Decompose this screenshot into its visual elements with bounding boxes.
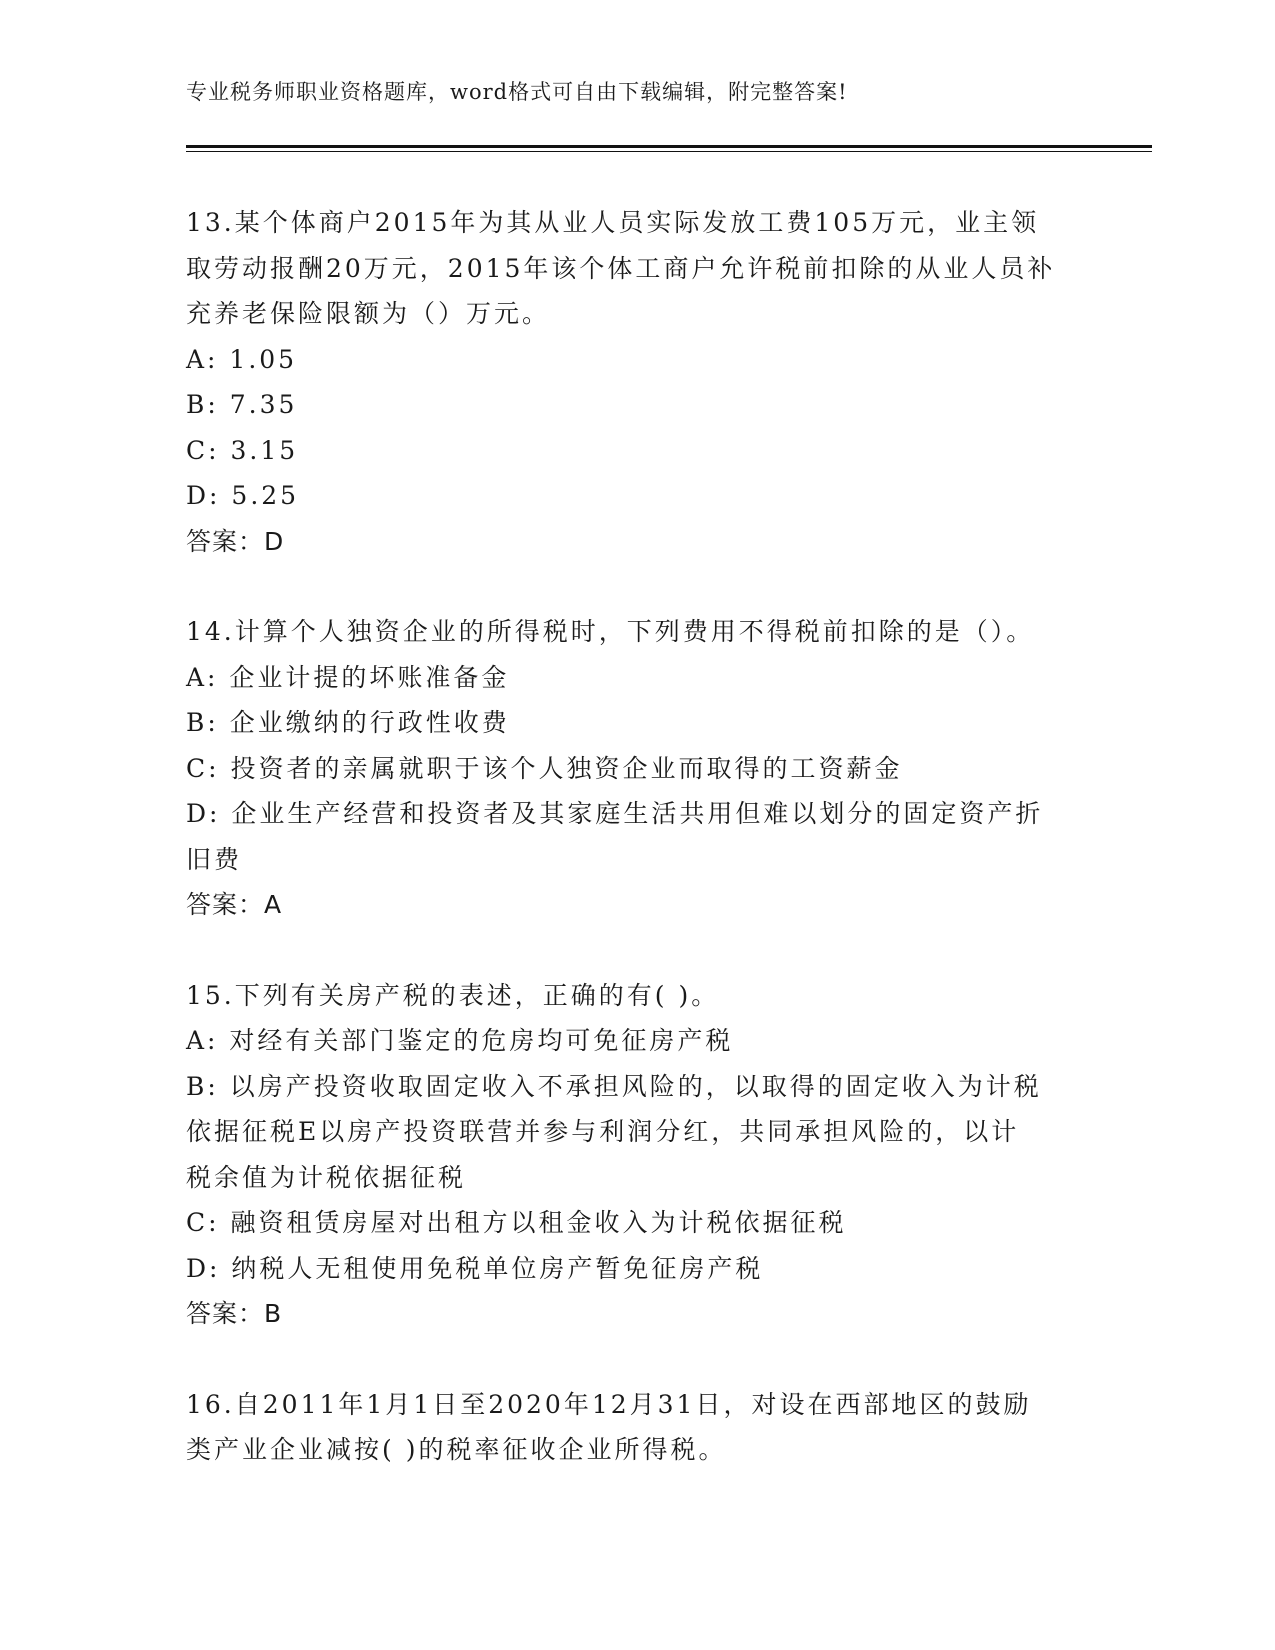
question-text: 14.计算个人独资企业的所得税时，下列费用不得税前扣除的是（）。	[186, 617, 1035, 646]
answer-label: 答案：A	[186, 890, 283, 919]
option-b: B: 7.35	[186, 390, 298, 419]
question-13	[186, 200, 1086, 564]
option-c: C: 投资者的亲属就职于该个人独资企业而取得的工资薪金	[186, 753, 903, 783]
question-14	[186, 609, 1086, 928]
option-a: A: 企业计提的坏账准备金	[186, 662, 510, 692]
option-b: B: 企业缴纳的行政性收费	[186, 708, 510, 737]
question-text: 充养老保险限额为（）万元。	[186, 299, 551, 328]
option-b: B: 以房产投资收取固定收入不承担风险的，以取得的固定收入为计税	[186, 1071, 1042, 1101]
question-16	[186, 1382, 1086, 1473]
option-b-continued: 依据征税E以房产投资联营并参与利润分红，共同承担风险的，以计	[186, 1117, 1020, 1146]
header-divider	[186, 145, 1152, 148]
option-a: A: 对经有关部门鉴定的危房均可免征房产税	[186, 1026, 734, 1055]
option-d: D: 5.25	[186, 481, 300, 510]
option-c: C: 融资租赁房屋对出租方以租金收入为计税依据征税	[186, 1208, 847, 1237]
option-c: C: 3.15	[186, 435, 299, 465]
question-text: 16.自2011年1月1日至2020年12月31日，对设在西部地区的鼓励	[186, 1389, 1032, 1419]
question-text: 13.某个体商户2015年为其从业人员实际发放工费105万元，业主领	[186, 208, 1040, 237]
question-text: 取劳动报酬20万元，2015年该个体工商户允许税前扣除的从业人员补	[186, 253, 1056, 283]
answer-label: 答案：D	[186, 526, 285, 556]
question-15	[186, 973, 1086, 1337]
question-text: 类产业企业减按( )的税率征收企业所得税。	[186, 1435, 727, 1464]
option-b-continued: 税余值为计税依据征税	[186, 1162, 467, 1192]
page-header: 专业税务师职业资格题库，word格式可自由下载编辑，附完整答案!	[186, 80, 848, 104]
option-d: D: 纳税人无租使用免税单位房产暂免征房产税	[186, 1253, 764, 1283]
question-text: 15.下列有关房产税的表述，正确的有( )。	[186, 980, 720, 1010]
option-d: D: 企业生产经营和投资者及其家庭生活共用但难以划分的固定资产折	[186, 799, 1044, 828]
header-divider-thin	[186, 151, 1152, 152]
answer-label: 答案：B	[186, 1299, 283, 1328]
option-d-continued: 旧费	[186, 844, 243, 874]
question-list	[186, 200, 1086, 1518]
option-a: A: 1.05	[186, 344, 298, 374]
